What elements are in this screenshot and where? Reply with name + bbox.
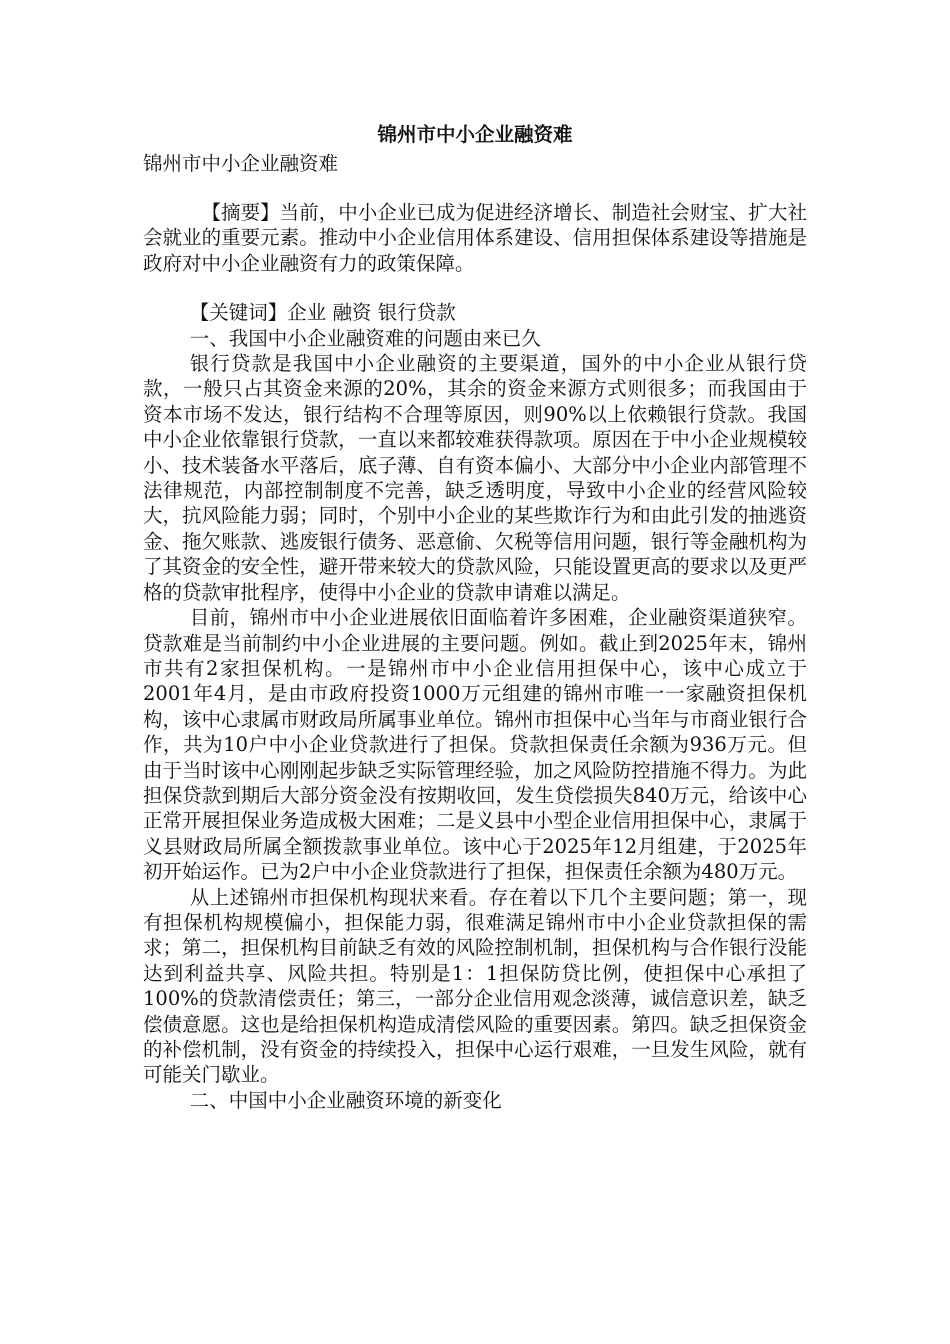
body-paragraph: 从上述锦州市担保机构现状来看。存在着以下几个主要问题；第一，现有担保机构规模偏小，担保能力弱，很难满足锦州市中小企业贷款担保的需求；第二，担保机构目前缺乏有效的风险控制机制，担保机构与合作银行没能达到利益共享、风险共担。特别是1：1担保防贷比例，使担保中心承担了100%的贷款清偿责任；第三，一部分企业信用观念淡薄，诚信意识差，缺乏偿债意愿。这也是给担保机构造成清偿风险的重要因素。第四。缺乏担保资金的补偿机制，没有资金的持续投入，担保中心运行艰难，一旦发生风险，就有可能关门歇业。 [143, 885, 807, 1087]
document-subtitle: 锦州市中小企业融资难 [143, 152, 339, 175]
document-title: 锦州市中小企业融资难 [377, 123, 573, 146]
section-heading: 二、中国中小企业融资环境的新变化 [189, 1088, 502, 1112]
document-body [143, 120, 807, 1113]
body-paragraph: 银行贷款是我国中小企业融资的主要渠道，国外的中小企业从银行贷款，一般只占其资金来源的20%，其余的资金来源方式则很多；而我国由于资本市场不发达，银行结构不合理等原因，则90%以上依赖银行贷款。我国中小企业依靠银行贷款，一直以来都较难获得款项。原因在于中小企业规模较小、技术装备水平落后，底子薄、自有资本偏小、大部分中小企业内部管理不法律规范，内部控制制度不完善，缺乏透明度，导致中小企业的经营风险较大，抗风险能力弱；同时，个别中小企业的某些欺诈行为和由此引发的抽逃资金、拖欠账款、逃废银行债务、恶意偷、欠税等信用问题，银行等金融机构为了其资金的安全性，避开带来较大的贷款风险，只能设置更高的要求以及更严格的贷款审批程序，使得中小企业的贷款申请难以满足。 [143, 352, 807, 604]
section-heading: 一、我国中小企业融资难的问题由来已久 [189, 326, 541, 350]
keywords-line: 【关键词】企业 融资 银行贷款 [189, 301, 456, 325]
body-paragraph: 目前，锦州市中小企业进展依旧面临着许多困难，企业融资渠道狭窄。贷款难是当前制约中小企业进展的主要问题。例如。截止到2025年末，锦州市共有2家担保机构。一是锦州市中小企业信用担保中心，该中心成立于2001年4月，是由市政府投资1000万元组建的锦州市唯一一家融资担保机构，该中心隶属市财政局所属事业单位。锦州市担保中心当年与市商业银行合作，共为10户中小企业贷款进行了担保。贷款担保责任余额为936万元。但由于当时该中心刚刚起步缺乏实际管理经验，加之风险防控措施不得力。为此担保贷款到期后大部分资金没有按期收回，发生贷偿损失840万元，给该中心正常开展担保业务造成极大困难；二是义县中小型企业信用担保中心，隶属于义县财政局所属全额拨款事业单位。该中心于2025年12月组建，于2025年初开始运作。已为2户中小企业贷款进行了担保，担保责任余额为480万元。 [143, 606, 807, 884]
abstract-paragraph: 【摘要】当前，中小企业已成为促进经济增长、制造社会财宝、扩大社会就业的重要元素。推动中小企业信用体系建设、信用担保体系建设等措施是政府对中小企业融资有力的政策保障。 [143, 201, 807, 275]
